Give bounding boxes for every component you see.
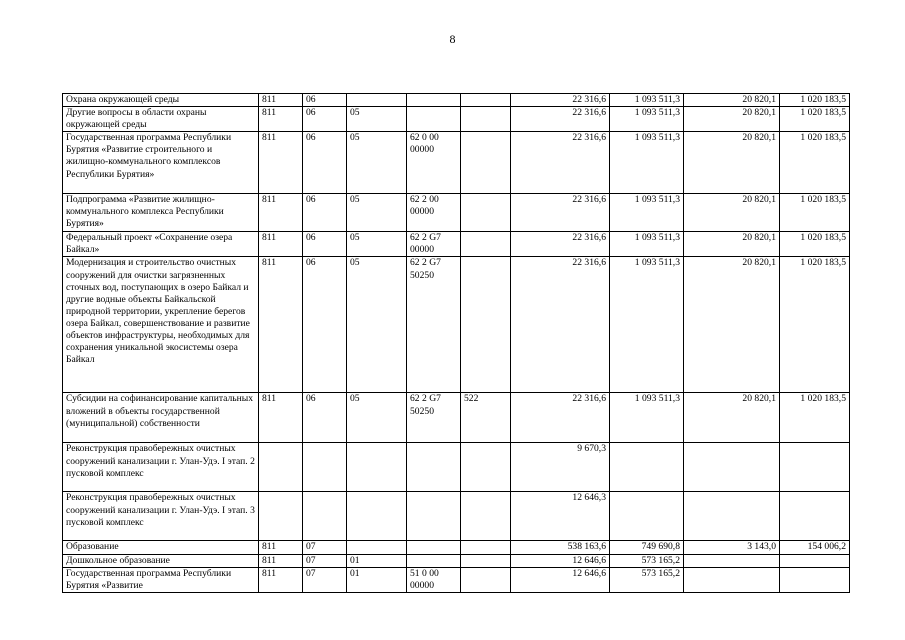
amount-3: 20 820,1	[684, 194, 780, 232]
amount-3: 20 820,1	[684, 107, 780, 132]
table-row	[63, 107, 850, 132]
amount-2: 1 093 511,3	[610, 194, 684, 232]
grbs-code: 811	[259, 132, 303, 194]
subsection-code: 01	[347, 554, 407, 567]
amount-4: 1 020 183,5	[780, 194, 850, 232]
row-name: Дошкольное образование	[63, 554, 259, 567]
section-code: 07	[303, 567, 347, 592]
section-code	[303, 443, 347, 492]
expense-type-code	[461, 107, 511, 132]
target-article-code: 51 0 00 00000	[407, 567, 461, 592]
section-code: 06	[303, 257, 347, 393]
row-name: Федеральный проект «Сохранение озера Байкал»	[63, 232, 259, 257]
row-name: Государственная программа Республики Бурятия «Развитие	[63, 567, 259, 592]
amount-4: 154 006,2	[780, 541, 850, 554]
row-name: Государственная программа Республики Бурятия «Развитие строительного и жилищно-коммунального комплексов Республики Бурятия»	[63, 132, 259, 194]
expense-type-code	[461, 567, 511, 592]
row-name: Подпрограмма «Развитие жилищно-коммунального комплекса Республики Бурятия»	[63, 194, 259, 232]
subsection-code	[347, 94, 407, 107]
expense-type-code	[461, 94, 511, 107]
table-row	[63, 443, 850, 492]
section-code: 06	[303, 232, 347, 257]
grbs-code	[259, 492, 303, 541]
page-number: 8	[449, 32, 456, 46]
row-name: Реконструкция правобережных очистных сооружений канализации г. Улан-Удэ. I этап. 2 пусковой комплекс	[63, 443, 259, 492]
amount-1: 9 670,3	[511, 443, 610, 492]
table-row	[63, 94, 850, 107]
subsection-code: 05	[347, 107, 407, 132]
target-article-code	[407, 554, 461, 567]
table-row	[63, 567, 850, 592]
grbs-code: 811	[259, 107, 303, 132]
table-row	[63, 393, 850, 443]
row-name: Другие вопросы в области охраны окружающей среды	[63, 107, 259, 132]
subsection-code	[347, 492, 407, 541]
amount-2	[610, 492, 684, 541]
row-name: Охрана окружающей среды	[63, 94, 259, 107]
grbs-code: 811	[259, 257, 303, 393]
section-code: 07	[303, 554, 347, 567]
amount-1: 22 316,6	[511, 232, 610, 257]
expense-type-code	[461, 194, 511, 232]
amount-3: 20 820,1	[684, 257, 780, 393]
budget-table	[62, 93, 850, 593]
expense-type-code	[461, 443, 511, 492]
expense-type-code	[461, 257, 511, 393]
amount-3: 20 820,1	[684, 94, 780, 107]
amount-3	[684, 567, 780, 592]
subsection-code: 05	[347, 232, 407, 257]
table-row	[63, 492, 850, 541]
amount-2: 1 093 511,3	[610, 132, 684, 194]
section-code: 06	[303, 393, 347, 443]
table-row	[63, 194, 850, 232]
subsection-code: 05	[347, 132, 407, 194]
amount-2: 573 165,2	[610, 567, 684, 592]
grbs-code: 811	[259, 232, 303, 257]
target-article-code	[407, 492, 461, 541]
target-article-code	[407, 541, 461, 554]
subsection-code: 01	[347, 567, 407, 592]
amount-2: 1 093 511,3	[610, 107, 684, 132]
grbs-code: 811	[259, 554, 303, 567]
subsection-code	[347, 541, 407, 554]
expense-type-code	[461, 554, 511, 567]
row-name: Субсидии на софинансирование капитальных вложений в объекты государственной (муниципальной) собственности	[63, 393, 259, 443]
amount-3	[684, 443, 780, 492]
target-article-code: 62 2 G7 00000	[407, 232, 461, 257]
section-code	[303, 492, 347, 541]
amount-1: 22 316,6	[511, 94, 610, 107]
grbs-code: 811	[259, 94, 303, 107]
section-code: 07	[303, 541, 347, 554]
amount-4: 1 020 183,5	[780, 94, 850, 107]
amount-3: 20 820,1	[684, 393, 780, 443]
amount-1: 22 316,6	[511, 393, 610, 443]
amount-4: 1 020 183,5	[780, 132, 850, 194]
amount-1: 12 646,6	[511, 554, 610, 567]
row-name: Модернизация и строительство очистных сооружений для очистки загрязненных сточных вод, поступающих в озеро Байкал и другие водные объекты Байкальской природной территории, укрепление берегов озера Байкал, совершенствование и развитие объектов инфраструктуры, необходимых для сохранения уникальной экосистемы озера Байкал	[63, 257, 259, 393]
row-name: Образование	[63, 541, 259, 554]
amount-1: 22 316,6	[511, 194, 610, 232]
section-code: 06	[303, 107, 347, 132]
target-article-code	[407, 107, 461, 132]
grbs-code: 811	[259, 567, 303, 592]
amount-4	[780, 554, 850, 567]
amount-1: 12 646,6	[511, 567, 610, 592]
target-article-code: 62 2 G7 50250	[407, 257, 461, 393]
target-article-code: 62 2 00 00000	[407, 194, 461, 232]
amount-4: 1 020 183,5	[780, 393, 850, 443]
table-row	[63, 232, 850, 257]
table-row	[63, 257, 850, 393]
grbs-code	[259, 443, 303, 492]
amount-2: 749 690,8	[610, 541, 684, 554]
amount-4	[780, 492, 850, 541]
amount-1: 538 163,6	[511, 541, 610, 554]
table-row	[63, 132, 850, 194]
section-code: 06	[303, 194, 347, 232]
target-article-code	[407, 94, 461, 107]
amount-1: 22 316,6	[511, 132, 610, 194]
row-name: Реконструкция правобережных очистных сооружений канализации г. Улан-Удэ. I этап. 3 пусковой комплекс	[63, 492, 259, 541]
expense-type-code	[461, 132, 511, 194]
table-row	[63, 554, 850, 567]
table-body	[63, 94, 850, 593]
amount-3	[684, 554, 780, 567]
expense-type-code: 522	[461, 393, 511, 443]
amount-4: 1 020 183,5	[780, 257, 850, 393]
amount-4	[780, 443, 850, 492]
expense-type-code	[461, 232, 511, 257]
subsection-code: 05	[347, 194, 407, 232]
expense-type-code	[461, 541, 511, 554]
expense-type-code	[461, 492, 511, 541]
subsection-code: 05	[347, 393, 407, 443]
amount-2: 573 165,2	[610, 554, 684, 567]
amount-3: 3 143,0	[684, 541, 780, 554]
amount-2: 1 093 511,3	[610, 94, 684, 107]
grbs-code: 811	[259, 194, 303, 232]
amount-4: 1 020 183,5	[780, 232, 850, 257]
section-code: 06	[303, 94, 347, 107]
amount-3	[684, 492, 780, 541]
table-row	[63, 541, 850, 554]
amount-4: 1 020 183,5	[780, 107, 850, 132]
amount-2: 1 093 511,3	[610, 232, 684, 257]
subsection-code: 05	[347, 257, 407, 393]
section-code: 06	[303, 132, 347, 194]
amount-2	[610, 443, 684, 492]
amount-1: 22 316,6	[511, 257, 610, 393]
amount-3: 20 820,1	[684, 132, 780, 194]
subsection-code	[347, 443, 407, 492]
amount-1: 12 646,3	[511, 492, 610, 541]
grbs-code: 811	[259, 541, 303, 554]
target-article-code	[407, 443, 461, 492]
amount-1: 22 316,6	[511, 107, 610, 132]
amount-2: 1 093 511,3	[610, 393, 684, 443]
amount-4	[780, 567, 850, 592]
amount-2: 1 093 511,3	[610, 257, 684, 393]
target-article-code: 62 2 G7 50250	[407, 393, 461, 443]
target-article-code: 62 0 00 00000	[407, 132, 461, 194]
amount-3: 20 820,1	[684, 232, 780, 257]
grbs-code: 811	[259, 393, 303, 443]
